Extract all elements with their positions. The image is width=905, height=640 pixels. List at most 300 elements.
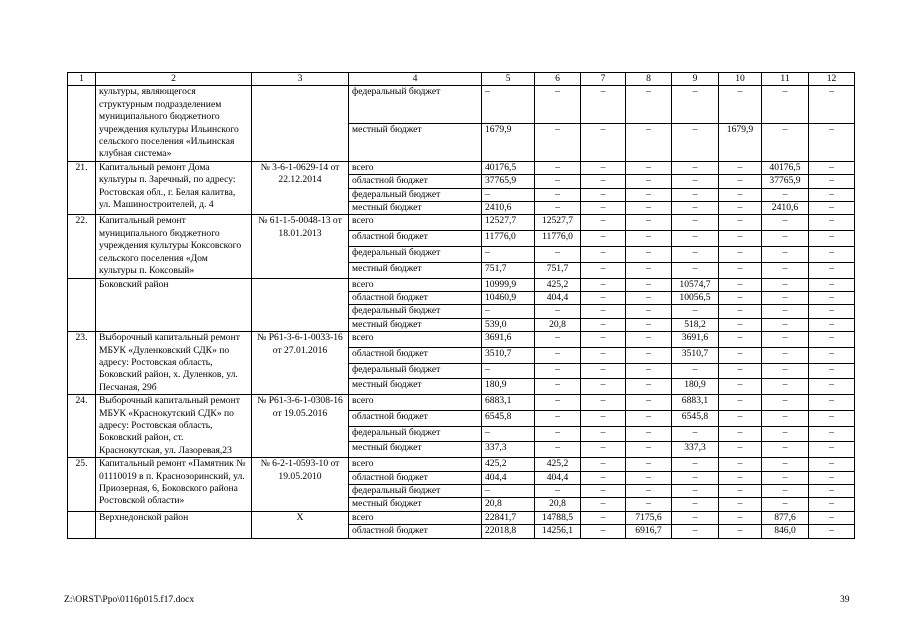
amount-cell: – <box>762 426 809 442</box>
amount-cell: – <box>535 332 581 348</box>
amount-cell: – <box>762 395 809 411</box>
page-number: 39 <box>840 594 850 605</box>
amount-cell: – <box>762 347 809 363</box>
amount-cell: – <box>626 410 672 426</box>
amount-cell: – <box>581 161 626 174</box>
amount-cell: – <box>809 305 855 318</box>
amount-cell: – <box>672 215 719 231</box>
funding-source: местный бюджет <box>349 124 482 162</box>
amount-cell: – <box>482 246 535 262</box>
amount-cell: – <box>672 86 719 124</box>
amount-cell: – <box>535 485 581 498</box>
amount-cell: 518,2 <box>672 318 719 331</box>
funding-source: областной бюджет <box>349 525 482 538</box>
amount-cell: – <box>762 410 809 426</box>
amount-cell: – <box>809 525 855 538</box>
amount-cell: 1679,9 <box>719 124 762 162</box>
amount-cell: – <box>762 86 809 124</box>
amount-cell: 6883,1 <box>482 395 535 411</box>
amount-cell: – <box>809 442 855 458</box>
amount-cell: 751,7 <box>482 262 535 278</box>
amount-cell: – <box>672 161 719 174</box>
amount-cell: – <box>719 86 762 124</box>
amount-cell: – <box>719 525 762 538</box>
amount-cell: – <box>672 246 719 262</box>
amount-cell: 425,2 <box>535 458 581 471</box>
item-number <box>68 278 96 332</box>
amount-cell: 10460,9 <box>482 291 535 304</box>
amount-cell: 7175,6 <box>626 511 672 524</box>
funding-source: федеральный бюджет <box>349 246 482 262</box>
amount-cell: – <box>626 86 672 124</box>
amount-cell: – <box>581 363 626 379</box>
amount-cell: 40176,5 <box>482 161 535 174</box>
amount-cell: – <box>809 332 855 348</box>
amount-cell: – <box>581 215 626 231</box>
amount-cell: – <box>626 215 672 231</box>
amount-cell: – <box>719 471 762 484</box>
amount-cell: – <box>672 305 719 318</box>
amount-cell: – <box>809 458 855 471</box>
amount-cell: – <box>809 86 855 124</box>
item-number: 23. <box>68 332 96 395</box>
funding-source: всего <box>349 458 482 471</box>
amount-cell: 180,9 <box>482 379 535 395</box>
amount-cell: – <box>762 215 809 231</box>
header-cell: 6 <box>535 73 581 86</box>
header-cell: 4 <box>349 73 482 86</box>
amount-cell: – <box>535 379 581 395</box>
amount-cell: – <box>719 498 762 511</box>
amount-cell: – <box>581 498 626 511</box>
amount-cell: – <box>809 175 855 188</box>
amount-cell: – <box>672 188 719 201</box>
amount-cell: – <box>581 426 626 442</box>
amount-cell: – <box>672 262 719 278</box>
amount-cell: – <box>626 262 672 278</box>
header-cell: 12 <box>809 73 855 86</box>
funding-source: областной бюджет <box>349 410 482 426</box>
amount-cell: – <box>672 525 719 538</box>
amount-cell: – <box>809 202 855 215</box>
amount-cell: 12527,7 <box>535 215 581 231</box>
amount-cell: 3510,7 <box>482 347 535 363</box>
funding-source: всего <box>349 278 482 291</box>
amount-cell: – <box>672 498 719 511</box>
funding-source: областной бюджет <box>349 175 482 188</box>
amount-cell: – <box>626 458 672 471</box>
table-row <box>68 86 855 124</box>
amount-cell: 12527,7 <box>482 215 535 231</box>
amount-cell: 6883,1 <box>672 395 719 411</box>
amount-cell: – <box>581 332 626 348</box>
amount-cell: – <box>535 442 581 458</box>
amount-cell: 846,0 <box>762 525 809 538</box>
amount-cell: – <box>762 332 809 348</box>
amount-cell: – <box>809 395 855 411</box>
amount-cell: – <box>719 395 762 411</box>
header-cell: 9 <box>672 73 719 86</box>
budget-table <box>67 72 855 539</box>
item-number <box>68 511 96 538</box>
table-row <box>68 458 855 471</box>
item-number: 25. <box>68 458 96 512</box>
amount-cell: 37765,9 <box>482 175 535 188</box>
item-number: 22. <box>68 215 96 278</box>
funding-source: местный бюджет <box>349 379 482 395</box>
amount-cell: – <box>672 426 719 442</box>
funding-source: местный бюджет <box>349 202 482 215</box>
amount-cell: – <box>626 124 672 162</box>
funding-source: областной бюджет <box>349 231 482 247</box>
header-cell: 2 <box>96 73 252 86</box>
amount-cell: 2410,6 <box>762 202 809 215</box>
amount-cell: – <box>581 305 626 318</box>
amount-cell: – <box>626 485 672 498</box>
amount-cell: – <box>626 442 672 458</box>
amount-cell: – <box>809 426 855 442</box>
funding-source: областной бюджет <box>349 471 482 484</box>
amount-cell: – <box>809 246 855 262</box>
amount-cell: – <box>535 305 581 318</box>
amount-cell: 6545,8 <box>482 410 535 426</box>
amount-cell: – <box>626 379 672 395</box>
document-reference: № Р61-3-6-1-0308-16 от 19.05.2016 <box>252 395 349 458</box>
funding-source: федеральный бюджет <box>349 188 482 201</box>
amount-cell: 20,8 <box>482 498 535 511</box>
amount-cell: – <box>672 363 719 379</box>
amount-cell: 877,6 <box>762 511 809 524</box>
amount-cell: – <box>762 363 809 379</box>
amount-cell: – <box>581 188 626 201</box>
object-name: Выборочный капитальный ремонт МБУК «Краснокутский СДК» по адресу: Ростовская область, Боковский район, ст. Краснокутская, ул. Лазоревая,23 <box>96 395 252 458</box>
amount-cell: – <box>809 124 855 162</box>
amount-cell: – <box>626 395 672 411</box>
amount-cell: – <box>762 379 809 395</box>
funding-source: всего <box>349 161 482 174</box>
amount-cell: 14788,5 <box>535 511 581 524</box>
amount-cell: 6545,8 <box>672 410 719 426</box>
amount-cell: 2410,6 <box>482 202 535 215</box>
amount-cell: – <box>809 291 855 304</box>
funding-source: федеральный бюджет <box>349 363 482 379</box>
amount-cell: – <box>626 188 672 201</box>
amount-cell: – <box>719 291 762 304</box>
amount-cell: – <box>719 262 762 278</box>
amount-cell: – <box>581 262 626 278</box>
document-reference: № 3-6-1-0629-14 от 22.12.2014 <box>252 161 349 215</box>
amount-cell: – <box>535 86 581 124</box>
amount-cell: – <box>809 410 855 426</box>
amount-cell: – <box>762 318 809 331</box>
amount-cell: – <box>809 215 855 231</box>
amount-cell: 1679,9 <box>482 124 535 162</box>
amount-cell: – <box>762 442 809 458</box>
item-number <box>68 86 96 161</box>
amount-cell: – <box>581 395 626 411</box>
funding-source: всего <box>349 395 482 411</box>
amount-cell: – <box>719 458 762 471</box>
amount-cell: – <box>535 395 581 411</box>
amount-cell: – <box>809 485 855 498</box>
funding-source: местный бюджет <box>349 262 482 278</box>
amount-cell: – <box>719 161 762 174</box>
amount-cell: – <box>581 511 626 524</box>
amount-cell: 3691,6 <box>672 332 719 348</box>
amount-cell: – <box>535 188 581 201</box>
amount-cell: – <box>719 318 762 331</box>
amount-cell: – <box>535 347 581 363</box>
amount-cell: – <box>581 318 626 331</box>
amount-cell: 3691,6 <box>482 332 535 348</box>
amount-cell: – <box>535 363 581 379</box>
table-row <box>68 511 855 524</box>
header-cell: 5 <box>482 73 535 86</box>
table-row <box>68 161 855 174</box>
amount-cell: 20,8 <box>535 318 581 331</box>
amount-cell: – <box>581 525 626 538</box>
item-number: 21. <box>68 161 96 215</box>
amount-cell: – <box>809 188 855 201</box>
amount-cell: – <box>719 511 762 524</box>
amount-cell: – <box>482 188 535 201</box>
object-name: Выборочный капитальный ремонт МБУК «Дуленковский СДК» по адресу: Ростовская область, Боковский район, х. Дуленков, ул. Песчаная, 29б <box>96 332 252 395</box>
amount-cell: 425,2 <box>482 458 535 471</box>
amount-cell: – <box>719 231 762 247</box>
amount-cell: – <box>762 458 809 471</box>
amount-cell: – <box>809 278 855 291</box>
amount-cell: – <box>809 511 855 524</box>
amount-cell: – <box>809 161 855 174</box>
amount-cell: – <box>762 305 809 318</box>
amount-cell: – <box>626 498 672 511</box>
object-name: культуры, являющегося структурным подразделением муниципального бюджетного учреждения культуры Ильинского сельского поселения «Ильинская клубная система» <box>96 86 252 161</box>
amount-cell: – <box>719 485 762 498</box>
amount-cell: – <box>482 86 535 124</box>
amount-cell: – <box>762 188 809 201</box>
amount-cell: 751,7 <box>535 262 581 278</box>
amount-cell: – <box>809 318 855 331</box>
amount-cell: – <box>672 124 719 162</box>
header-row <box>68 73 855 86</box>
funding-source: федеральный бюджет <box>349 305 482 318</box>
amount-cell: 539,0 <box>482 318 535 331</box>
amount-cell: – <box>626 202 672 215</box>
amount-cell: – <box>719 305 762 318</box>
amount-cell: – <box>809 471 855 484</box>
amount-cell: – <box>672 202 719 215</box>
amount-cell: 11776,0 <box>535 231 581 247</box>
amount-cell: – <box>809 347 855 363</box>
amount-cell: – <box>626 318 672 331</box>
amount-cell: – <box>809 231 855 247</box>
amount-cell: 11776,0 <box>482 231 535 247</box>
footer-file-path: Z:\ORST\Ppo\0116p015.f17.docx <box>64 594 195 605</box>
header-cell: 8 <box>626 73 672 86</box>
amount-cell: – <box>626 471 672 484</box>
funding-source: всего <box>349 215 482 231</box>
amount-cell: – <box>672 231 719 247</box>
amount-cell: – <box>581 86 626 124</box>
amount-cell: 337,3 <box>482 442 535 458</box>
amount-cell: – <box>762 485 809 498</box>
amount-cell: – <box>581 175 626 188</box>
document-reference <box>252 86 349 161</box>
amount-cell: – <box>581 458 626 471</box>
document-reference: Х <box>252 511 349 538</box>
amount-cell: – <box>581 124 626 162</box>
amount-cell: – <box>719 379 762 395</box>
amount-cell: – <box>581 442 626 458</box>
amount-cell: 22841,7 <box>482 511 535 524</box>
amount-cell: 404,4 <box>535 471 581 484</box>
header-cell: 1 <box>68 73 96 86</box>
amount-cell: – <box>626 305 672 318</box>
amount-cell: – <box>809 262 855 278</box>
header-cell: 11 <box>762 73 809 86</box>
amount-cell: – <box>672 471 719 484</box>
document-reference: № 6-2-1-0593-10 от 19.05.2010 <box>252 458 349 512</box>
amount-cell: – <box>535 246 581 262</box>
amount-cell: – <box>762 262 809 278</box>
object-name: Капитальный ремонт Дома культуры п. Заречный, по адресу: Ростовская обл., г. Белая калитва, ул. Машиностроителей, д. 4 <box>96 161 252 215</box>
amount-cell: – <box>626 347 672 363</box>
amount-cell: – <box>581 291 626 304</box>
amount-cell: – <box>809 498 855 511</box>
amount-cell: 425,2 <box>535 278 581 291</box>
amount-cell: – <box>719 332 762 348</box>
amount-cell: – <box>581 347 626 363</box>
amount-cell: – <box>762 278 809 291</box>
header-cell: 7 <box>581 73 626 86</box>
amount-cell: 22018,8 <box>482 525 535 538</box>
amount-cell: 337,3 <box>672 442 719 458</box>
amount-cell: – <box>672 458 719 471</box>
amount-cell: – <box>482 485 535 498</box>
amount-cell: 180,9 <box>672 379 719 395</box>
amount-cell: 40176,5 <box>762 161 809 174</box>
amount-cell: – <box>719 363 762 379</box>
amount-cell: 404,4 <box>535 291 581 304</box>
amount-cell: – <box>719 278 762 291</box>
amount-cell: – <box>626 332 672 348</box>
amount-cell: – <box>719 347 762 363</box>
document-reference: № 61-1-5-0048-13 от 18.01.2013 <box>252 215 349 278</box>
amount-cell: – <box>581 471 626 484</box>
amount-cell: – <box>672 175 719 188</box>
amount-cell: – <box>581 379 626 395</box>
amount-cell: 37765,9 <box>762 175 809 188</box>
table-row <box>68 395 855 411</box>
amount-cell: – <box>762 498 809 511</box>
header-cell: 3 <box>252 73 349 86</box>
amount-cell: – <box>719 426 762 442</box>
amount-cell: – <box>626 278 672 291</box>
funding-source: областной бюджет <box>349 347 482 363</box>
amount-cell: – <box>762 246 809 262</box>
amount-cell: – <box>719 215 762 231</box>
document-reference <box>252 278 349 332</box>
amount-cell: – <box>762 124 809 162</box>
amount-cell: – <box>719 188 762 201</box>
amount-cell: – <box>719 175 762 188</box>
amount-cell: – <box>535 175 581 188</box>
amount-cell: – <box>809 379 855 395</box>
funding-source: местный бюджет <box>349 318 482 331</box>
funding-source: всего <box>349 332 482 348</box>
funding-source: федеральный бюджет <box>349 86 482 124</box>
amount-cell: – <box>535 161 581 174</box>
amount-cell: – <box>719 410 762 426</box>
table-body <box>68 73 855 539</box>
amount-cell: – <box>672 511 719 524</box>
table-row <box>68 332 855 348</box>
amount-cell: – <box>626 363 672 379</box>
amount-cell: – <box>535 426 581 442</box>
funding-source: федеральный бюджет <box>349 426 482 442</box>
object-name: Капитальный ремонт «Памятник № 01110019 в п. Краснозоринский, ул. Приозерная, 6, Боковского района Ростовской области» <box>96 458 252 512</box>
amount-cell: – <box>581 278 626 291</box>
amount-cell: – <box>581 410 626 426</box>
funding-source: местный бюджет <box>349 442 482 458</box>
amount-cell: – <box>719 442 762 458</box>
amount-cell: – <box>535 202 581 215</box>
amount-cell: – <box>482 363 535 379</box>
amount-cell: 404,4 <box>482 471 535 484</box>
amount-cell: – <box>762 471 809 484</box>
amount-cell: – <box>719 202 762 215</box>
amount-cell: – <box>809 363 855 379</box>
object-name: Верхнедонской район <box>96 511 252 538</box>
funding-source: федеральный бюджет <box>349 485 482 498</box>
amount-cell: 10574,7 <box>672 278 719 291</box>
amount-cell: – <box>762 291 809 304</box>
amount-cell: 10056,5 <box>672 291 719 304</box>
item-number: 24. <box>68 395 96 458</box>
funding-source: всего <box>349 511 482 524</box>
amount-cell: – <box>626 175 672 188</box>
amount-cell: – <box>626 291 672 304</box>
amount-cell: 20,8 <box>535 498 581 511</box>
amount-cell: – <box>581 246 626 262</box>
amount-cell: – <box>581 231 626 247</box>
amount-cell: 3510,7 <box>672 347 719 363</box>
amount-cell: – <box>482 305 535 318</box>
amount-cell: – <box>626 161 672 174</box>
amount-cell: – <box>535 124 581 162</box>
object-name: Капитальный ремонт муниципального бюджетного учреждения культуры Коксовского сельского поселения «Дом культуры п. Коксовый» <box>96 215 252 278</box>
amount-cell: – <box>535 410 581 426</box>
amount-cell: – <box>762 231 809 247</box>
amount-cell: 10999,9 <box>482 278 535 291</box>
amount-cell: – <box>626 246 672 262</box>
document-reference: № Р61-3-6-1-0033-16 от 27.01.2016 <box>252 332 349 395</box>
amount-cell: – <box>581 485 626 498</box>
funding-source: местный бюджет <box>349 498 482 511</box>
funding-source: областной бюджет <box>349 291 482 304</box>
table-row <box>68 215 855 231</box>
object-name: Боковский район <box>96 278 252 332</box>
table-row <box>68 278 855 291</box>
amount-cell: – <box>626 231 672 247</box>
amount-cell: – <box>672 485 719 498</box>
amount-cell: 6916,7 <box>626 525 672 538</box>
amount-cell: 14256,1 <box>535 525 581 538</box>
amount-cell: – <box>482 426 535 442</box>
amount-cell: – <box>626 426 672 442</box>
amount-cell: – <box>719 246 762 262</box>
amount-cell: – <box>581 202 626 215</box>
